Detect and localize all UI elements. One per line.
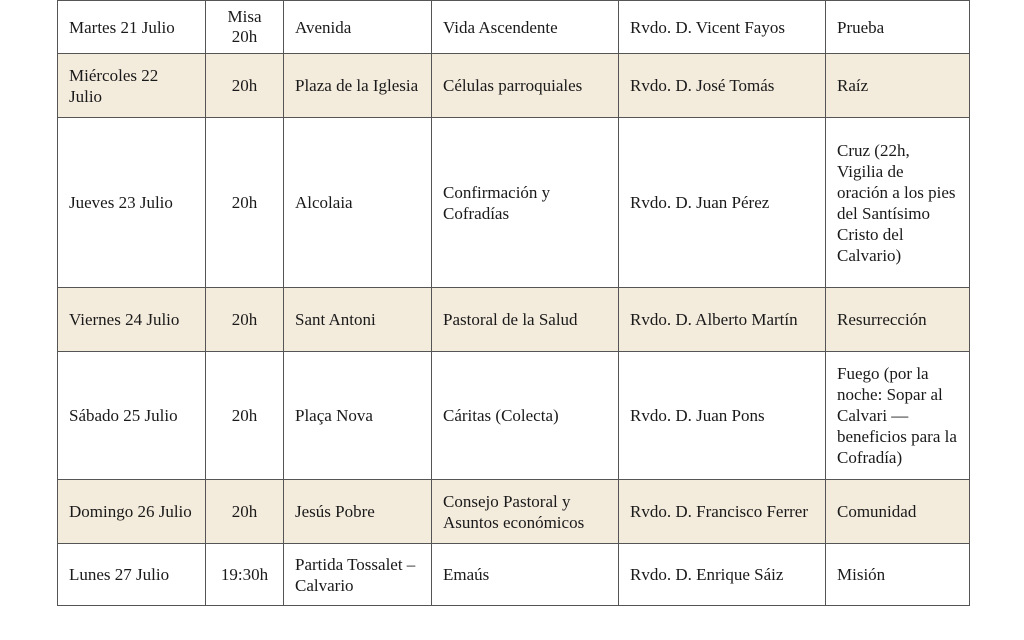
cell-signo: Raíz (826, 54, 970, 118)
table-row (58, 1, 970, 54)
table-row (58, 480, 970, 544)
cell-sacerdote: Rvdo. D. José Tomás (619, 54, 826, 118)
cell-sacerdote: Rvdo. D. Alberto Martín (619, 288, 826, 352)
cell-fecha: Lunes 27 Julio (58, 544, 206, 606)
cell-hora: 20h (206, 54, 284, 118)
cell-lugar: Jesús Pobre (284, 480, 432, 544)
cell-signo: Prueba (826, 1, 970, 54)
cell-hora: 20h (206, 352, 284, 480)
cell-fecha: Viernes 24 Julio (58, 288, 206, 352)
cell-sacerdote: Rvdo. D. Enrique Sáiz (619, 544, 826, 606)
cell-signo: Resurrección (826, 288, 970, 352)
cell-fecha: Jueves 23 Julio (58, 118, 206, 288)
schedule-table (57, 0, 970, 606)
cell-signo: Comunidad (826, 480, 970, 544)
cell-hora: 20h (206, 288, 284, 352)
cell-fecha: Miércoles 22 Julio (58, 54, 206, 118)
cell-sacerdote: Rvdo. D. Juan Pérez (619, 118, 826, 288)
cell-tema: Confirmación y Cofradías (432, 118, 619, 288)
cell-lugar: Partida Tossalet – Calvario (284, 544, 432, 606)
table-row (58, 352, 970, 480)
table-row (58, 118, 970, 288)
cell-sacerdote: Rvdo. D. Vicent Fayos (619, 1, 826, 54)
cell-tema: Consejo Pastoral y Asuntos económicos (432, 480, 619, 544)
cell-signo: Misión (826, 544, 970, 606)
cell-tema: Pastoral de la Salud (432, 288, 619, 352)
cell-sacerdote: Rvdo. D. Francisco Ferrer (619, 480, 826, 544)
cell-signo: Cruz (22h, Vigilia de oración a los pies del Santísimo Cristo del Calvario) (826, 118, 970, 288)
cell-tema: Vida Ascendente (432, 1, 619, 54)
cell-hora (206, 1, 284, 54)
cell-lugar: Sant Antoni (284, 288, 432, 352)
cell-sacerdote: Rvdo. D. Juan Pons (619, 352, 826, 480)
cell-lugar: Plaza de la Iglesia (284, 54, 432, 118)
cell-signo: Fuego (por la noche: Sopar al Calvari — beneficios para la Cofradía) (826, 352, 970, 480)
table-row (58, 288, 970, 352)
cell-hora: 20h (206, 480, 284, 544)
cell-hora: 19:30h (206, 544, 284, 606)
cell-fecha: Domingo 26 Julio (58, 480, 206, 544)
cell-tema: Emaús (432, 544, 619, 606)
schedule-table-wrapper (57, 0, 969, 606)
cell-tema: Cáritas (Colecta) (432, 352, 619, 480)
cell-hora-text: Misa 20h (227, 7, 262, 46)
cell-lugar: Avenida (284, 1, 432, 54)
cell-tema: Células parroquiales (432, 54, 619, 118)
cell-fecha: Martes 21 Julio (58, 1, 206, 54)
table-row (58, 544, 970, 606)
cell-lugar: Plaça Nova (284, 352, 432, 480)
cell-lugar: Alcolaia (284, 118, 432, 288)
table-row (58, 54, 970, 118)
cell-fecha: Sábado 25 Julio (58, 352, 206, 480)
cell-hora: 20h (206, 118, 284, 288)
